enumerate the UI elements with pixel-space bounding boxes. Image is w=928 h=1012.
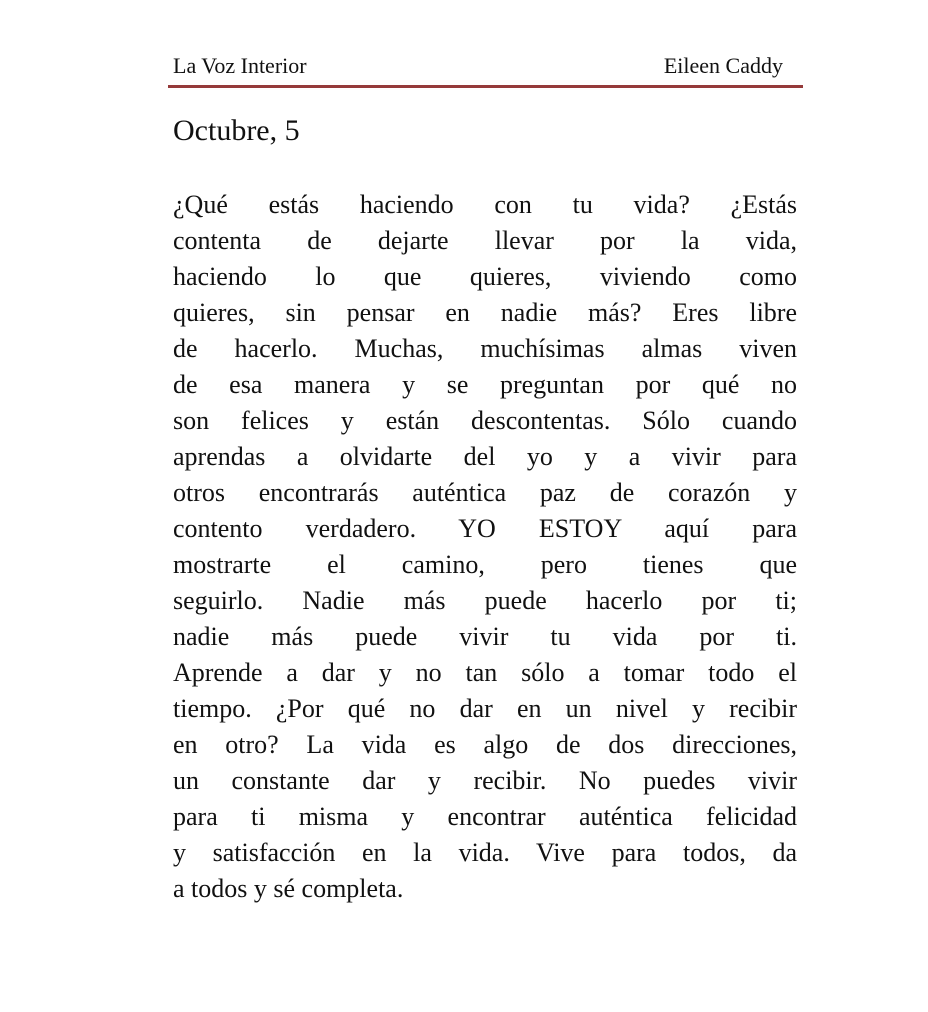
passage-line: de esa manera y se preguntan por qué no <box>173 370 797 399</box>
passage-line: aprendas a olvidarte del yo y a vivir para <box>173 442 797 471</box>
passage-line: y satisfacción en la vida. Vive para todos, da <box>173 838 797 867</box>
passage-line: de hacerlo. Muchas, muchísimas almas viven <box>173 334 797 363</box>
passage-line: seguirlo. Nadie más puede hacerlo por ti; <box>173 586 797 615</box>
passage-line: un constante dar y recibir. No puedes vivir <box>173 766 797 795</box>
passage-line: contenta de dejarte llevar por la vida, <box>173 226 797 255</box>
passage-line: haciendo lo que quieres, viviendo como <box>173 262 797 291</box>
passage-line: tiempo. ¿Por qué no dar en un nivel y recibir <box>173 694 797 723</box>
passage <box>168 187 803 907</box>
passage-line: nadie más puede vivir tu vida por ti. <box>173 622 797 651</box>
passage-line: en otro? La vida es algo de dos direcciones, <box>173 730 797 759</box>
passage-line: Aprende a dar y no tan sólo a tomar todo el <box>173 658 797 687</box>
passage-line: otros encontrarás auténtica paz de corazón y <box>173 478 797 507</box>
book-page <box>168 0 803 907</box>
author-name: Eileen Caddy <box>663 53 783 78</box>
passage-line: para ti misma y encontrar auténtica felicidad <box>173 802 797 831</box>
passage-line: son felices y están descontentas. Sólo cuando <box>173 406 797 435</box>
passage-line: quieres, sin pensar en nadie más? Eres libre <box>173 298 797 327</box>
page-header <box>168 53 803 88</box>
passage-line: ¿Qué estás haciendo con tu vida? ¿Estás <box>173 190 797 219</box>
passage-line: mostrarte el camino, pero tienes que <box>173 550 797 579</box>
book-title: La Voz Interior <box>173 53 307 78</box>
date-heading: Octubre, 5 <box>173 114 300 147</box>
passage-line: contento verdadero. YO ESTOY aquí para <box>173 514 797 543</box>
passage-line: a todos y sé completa. <box>173 874 404 903</box>
